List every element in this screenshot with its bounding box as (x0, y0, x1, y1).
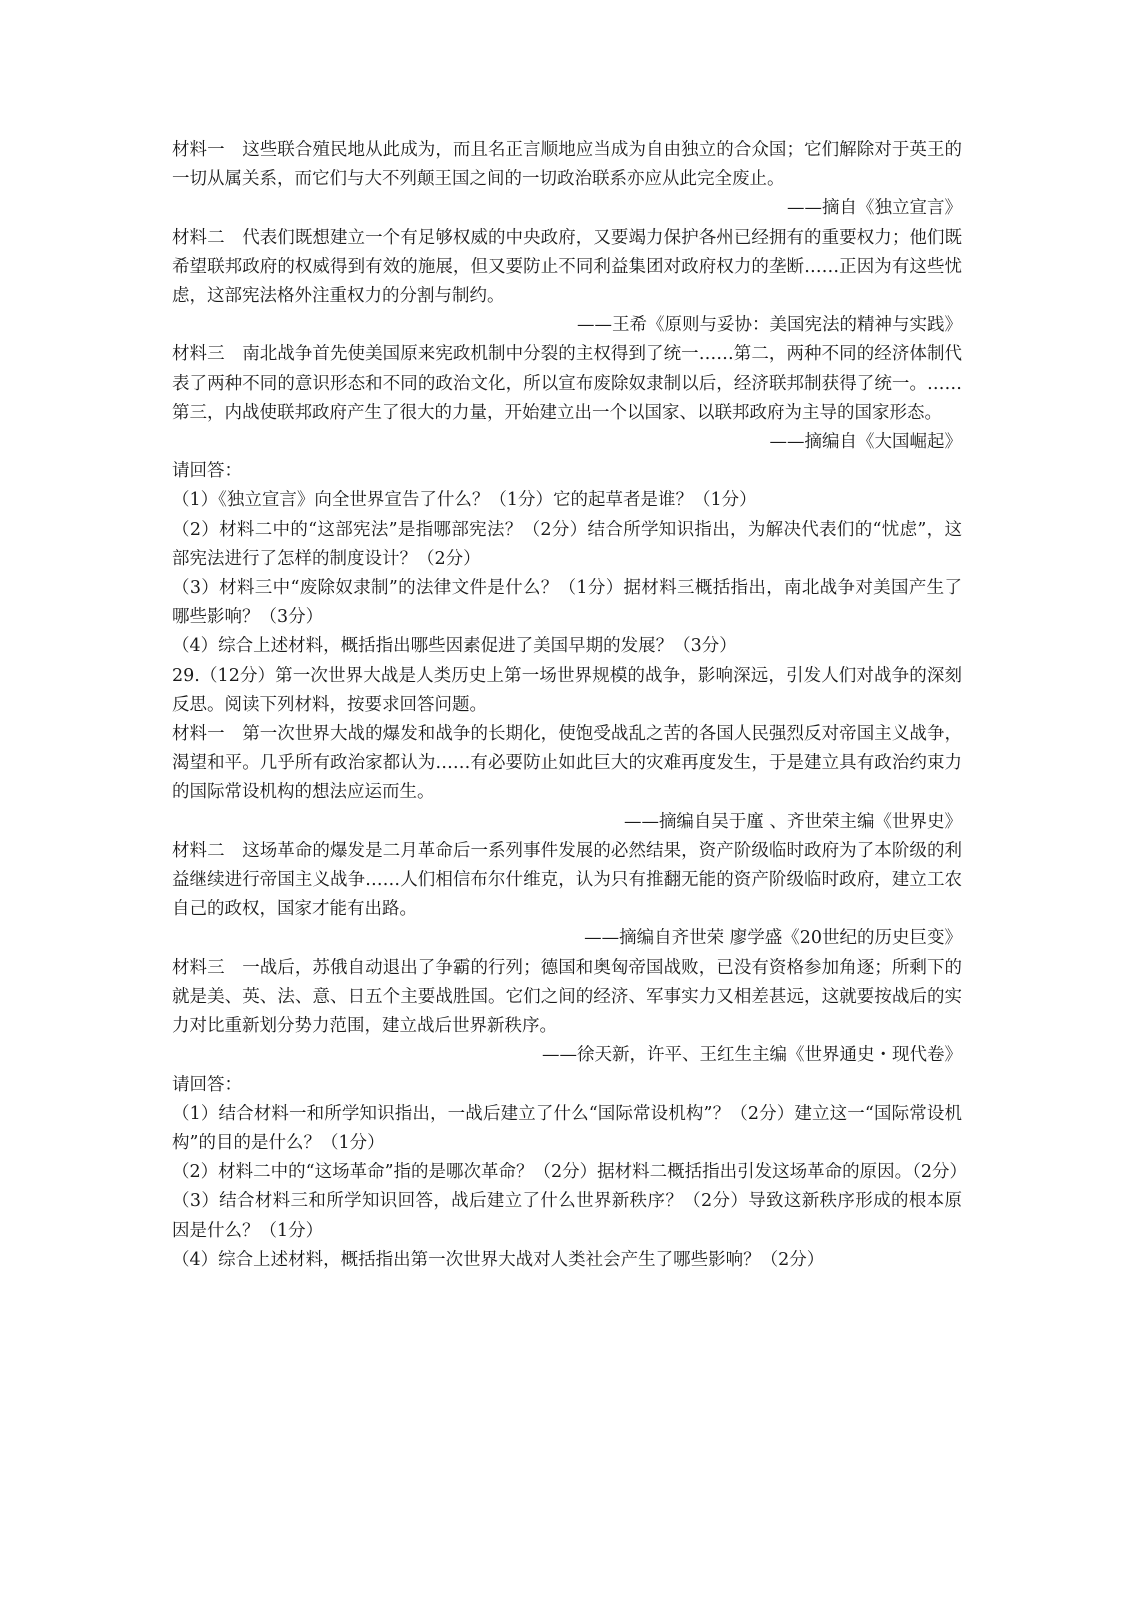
question-item: （1）《独立宣言》向全世界宣告了什么？（1分）它的起草者是谁？（1分） (172, 490, 757, 511)
question-item: （3）结合材料三和所学知识回答，战后建立了什么世界新秩序？（2分）导致这新秩序形成的根本原因是什么？（1分） (172, 1191, 962, 1241)
material-1-source: ——摘自《独立宣言》 (787, 198, 962, 219)
material-2-text: 代表们既想建立一个有足够权威的中央政府，又要竭力保护各州已经拥有的重要权力；他们既希望联邦政府的权威得到有效的施展，但又要防止不同利益集团对政府权力的垄断……正因为有这些忧虑，这部宪法格外注重权力的分割与制约。 (172, 227, 963, 307)
question-item: （2）材料二中的“这场革命”指的是哪次革命？（2分）据材料二概括指出引发这场革命的原因。（2分） (172, 1162, 968, 1183)
material-3-text: 一战后，苏俄自动退出了争霸的行列；德国和奥匈帝国战败，已没有资格参加角逐；所剩下的就是美、英、法、意、日五个主要战胜国。它们之间的经济、军事实力又相差甚远，这就要按战后的实力对比重新划分势力范围，建立战后世界新秩序。 (172, 957, 963, 1037)
material-3-paragraph (172, 340, 962, 428)
material-2-source: ——摘编自齐世荣 廖学盛《20世纪的历史巨变》 (584, 928, 962, 949)
material-1-text: 第一次世界大战的爆发和战争的长期化，使饱受战乱之苦的各国人民强烈反对帝国主义战争，渴望和平。几乎所有政治家都认为……有必要防止如此巨大的灾难再度发生，于是建立具有政治约束力的国际常设机构的想法应运而生。 (172, 724, 963, 803)
material-2-label: 材料二 (172, 840, 225, 861)
material-1-text: 这些联合殖民地从此成为，而且名正言顺地应当成为自由独立的合众国；它们解除对于英王的一切从属关系，而它们与大不列颠王国之间的一切政治联系亦应从此完全废止。 (172, 140, 963, 190)
material-3-paragraph (172, 954, 962, 1042)
material-2-paragraph (172, 837, 962, 925)
question-item: （4）综合上述材料，概括指出第一次世界大战对人类社会产生了哪些影响？（2分） (172, 1249, 825, 1270)
question-item: （1）结合材料一和所学知识指出，一战后建立了什么“国际常设机构”？（2分）建立这一“国际常设机构”的目的是什么？（1分） (172, 1103, 962, 1153)
material-1-paragraph (172, 136, 962, 194)
material-1-paragraph (172, 720, 962, 808)
answer-prompt: 请回答： (172, 461, 242, 482)
material-3-text: 南北战争首先使美国原来宪政机制中分裂的主权得到了统一……第二，两种不同的经济体制代表了两种不同的意识形态和不同的政治文化，所以宣布废除奴隶制以后，经济联邦制获得了统一。……第三，内战使联邦政府产生了很大的力量，开始建立出一个以国家、以联邦政府为主导的国家形态。 (172, 344, 963, 423)
material-3-label: 材料三 (172, 344, 225, 365)
material-2-text: 这场革命的爆发是二月革命后一系列事件发展的必然结果，资产阶级临时政府为了本阶级的利益继续进行帝国主义战争……人们相信布尔什维克，认为只有推翻无能的资产阶级临时政府，建立工农自己的政权，国家才能有出路。 (172, 840, 963, 920)
material-3-source: ——摘编自《大国崛起》 (769, 432, 962, 453)
material-3-label: 材料三 (172, 957, 225, 978)
question-item: （3）材料三中“废除奴隶制”的法律文件是什么？（1分）据材料三概括指出，南北战争对美国产生了哪些影响？（3分） (172, 578, 962, 628)
page-content (172, 136, 968, 1275)
question-29-intro: 29.（12分）第一次世界大战是人类历史上第一场世界规模的战争，影响深远，引发人们对战争的深刻反思。阅读下列材料，按要求回答问题。 (172, 665, 962, 715)
material-1-source: ——摘编自吴于廑 、齐世荣主编《世界史》 (623, 811, 962, 832)
answer-prompt: 请回答： (172, 1074, 242, 1095)
material-3-source: ——徐天新，许平、王红生主编《世界通史・现代卷》 (542, 1045, 962, 1066)
material-1-label: 材料一 (172, 140, 225, 160)
material-2-source: ——王希《原则与妥协：美国宪法的精神与实践》 (577, 315, 962, 336)
material-1-label: 材料一 (172, 724, 225, 745)
question-item: （2）材料二中的“这部宪法”是指哪部宪法？（2分）结合所学知识指出，为解决代表们的“忧虑”，这部宪法进行了怎样的制度设计？（2分） (172, 519, 962, 569)
material-2-label: 材料二 (172, 227, 225, 248)
question-item: （4）综合上述材料，概括指出哪些因素促进了美国早期的发展？（3分） (172, 636, 737, 657)
material-2-paragraph (172, 224, 962, 312)
